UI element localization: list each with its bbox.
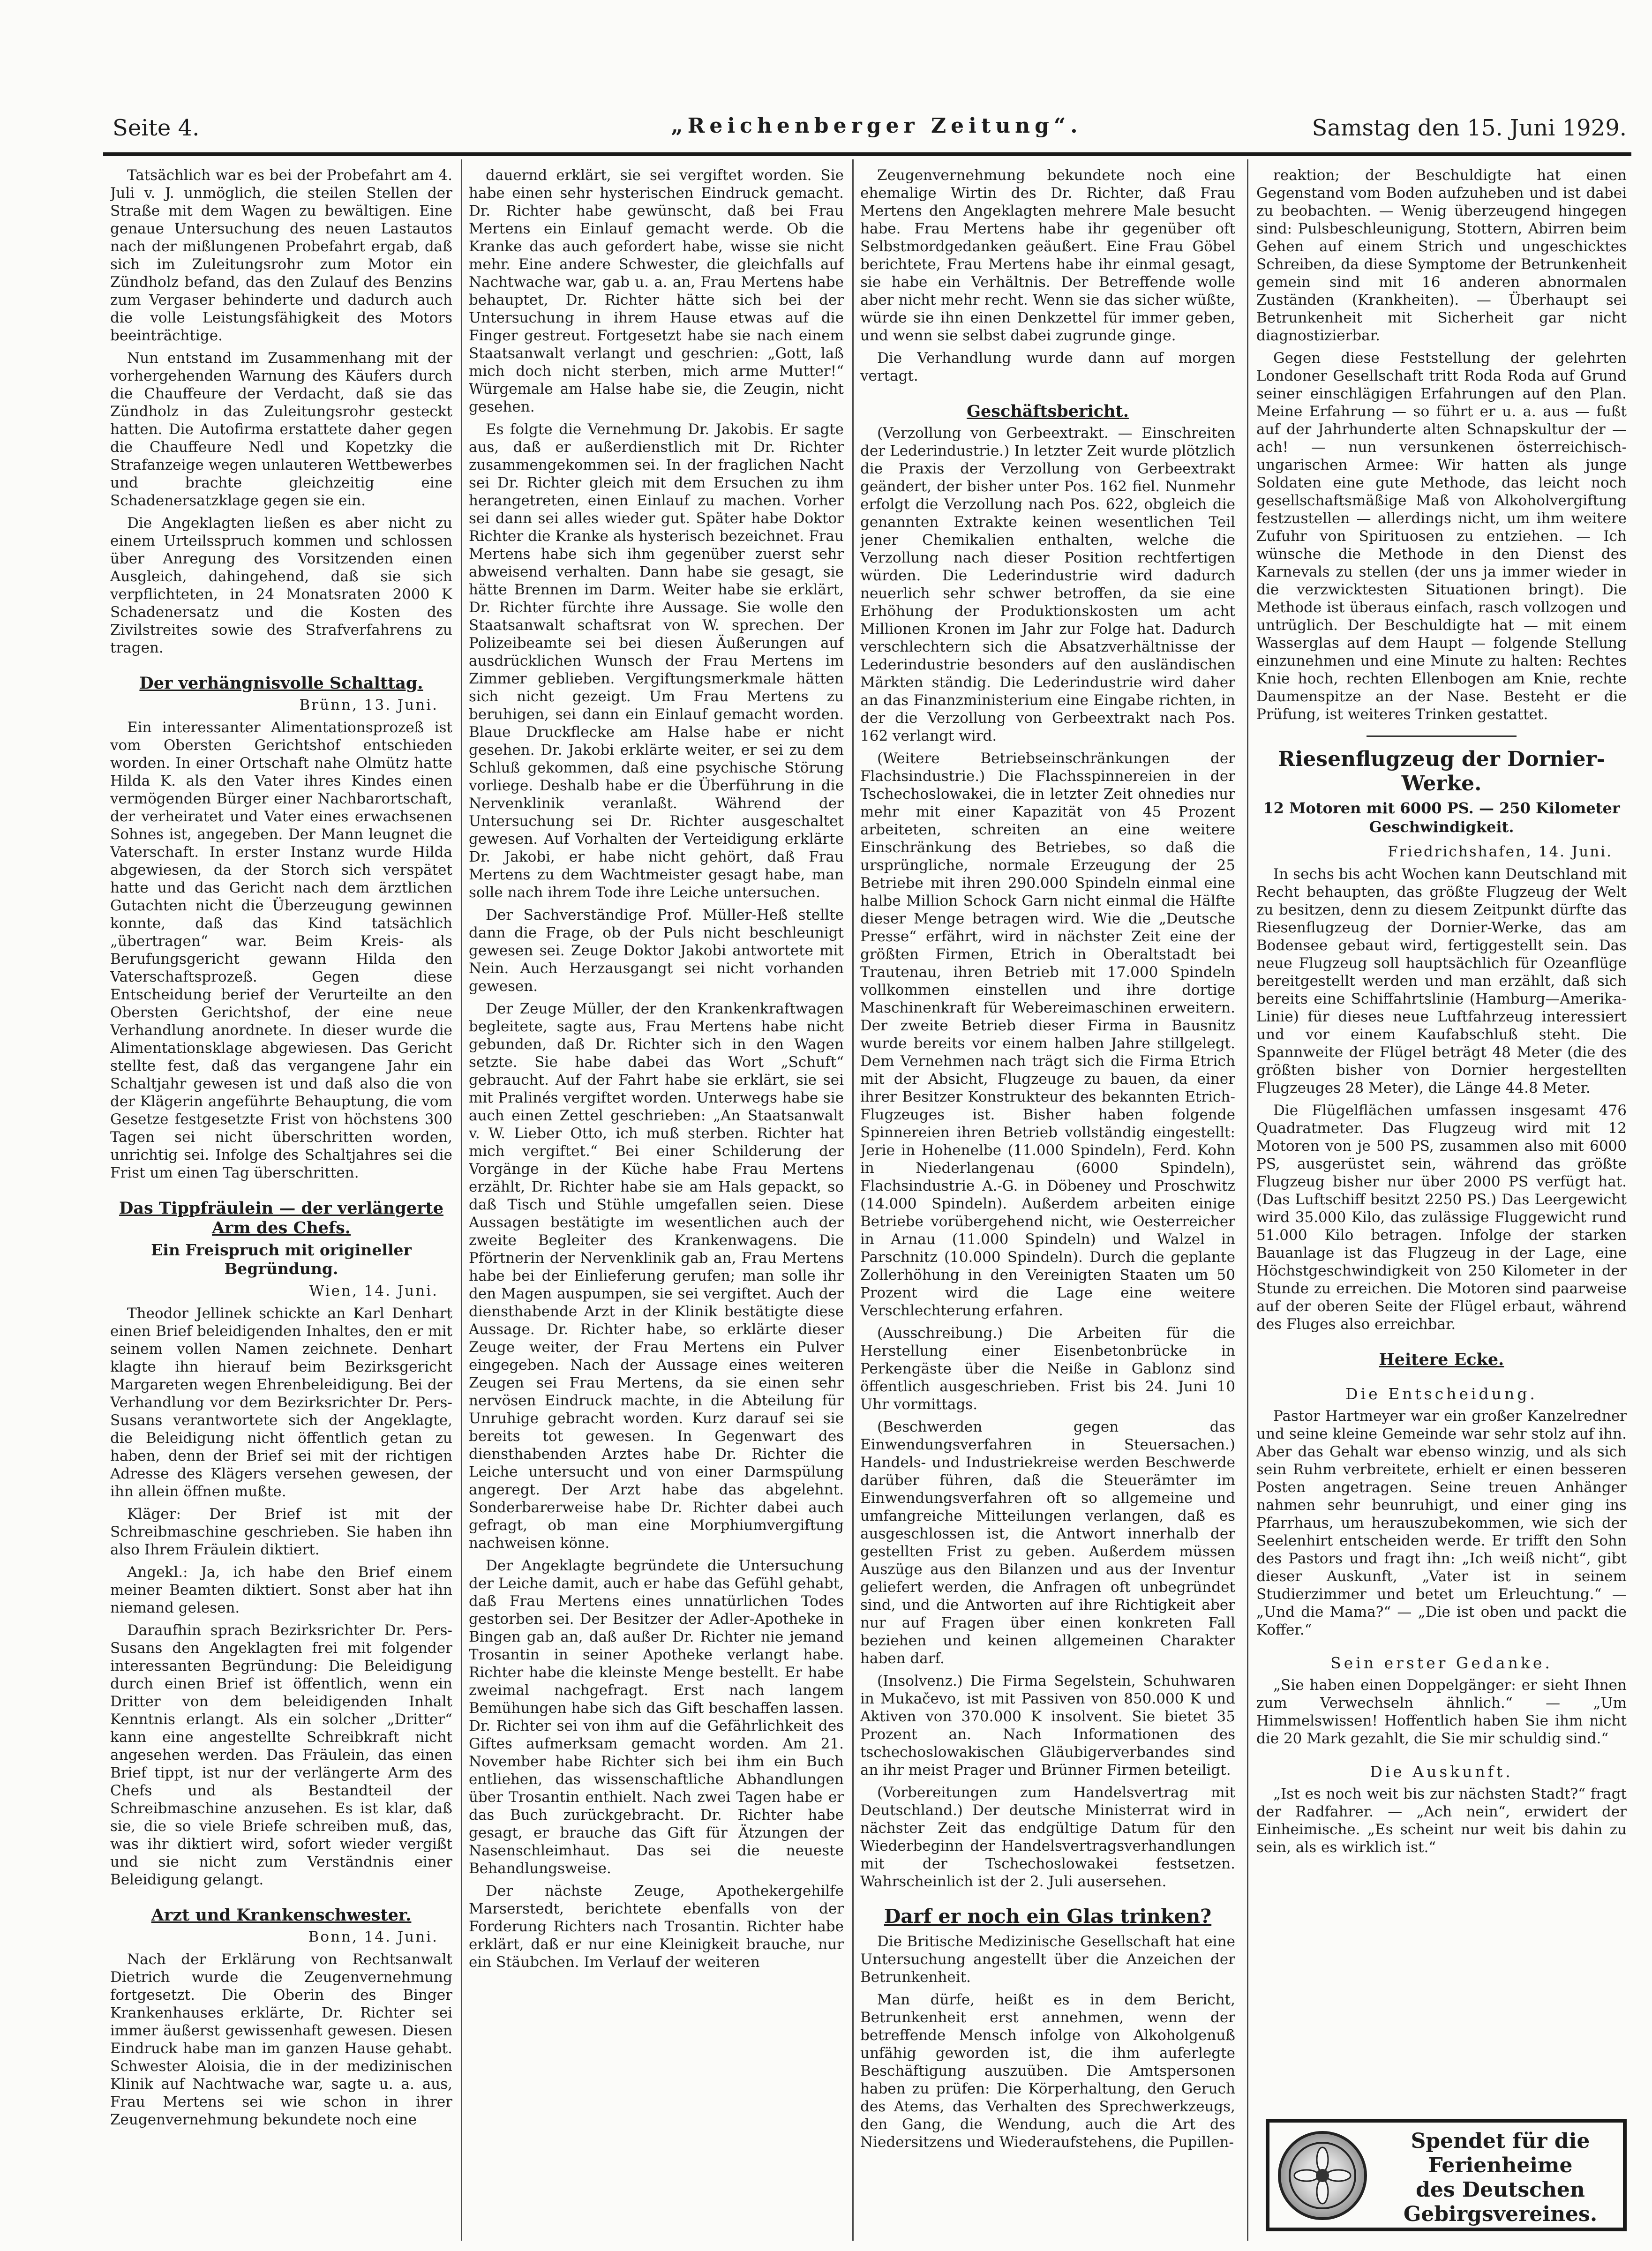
article-paragraph: Die Verhandlung wurde dann auf morgen vertagt. bbox=[860, 350, 1235, 384]
article-paragraph: Man dürfe, heißt es in dem Bericht, Betrunkenheit erst annehmen, wenn der betreffende Mensch infolge von Alkoholgenuß unfähig geworden ist, die ihm auferlegte Beschäftigung auszuüben. Die Amtspersonen haben zu prüfen: Die Körperhaltung, den Geruch des Atems, das Verhalten des Sprechwerkzeugs, den Gang, die Wendung, auch die Art des Niedersitzens und Wiederaufstehens, die Pupillen- bbox=[860, 1991, 1235, 2151]
ad-line: Gebirgsvereines. bbox=[1403, 2202, 1598, 2226]
article-paragraph: Der Zeuge Müller, der den Krankenkraftwagen begleitete, sagte aus, Frau Mertens habe nicht gebunden, daß Dr. Richter sich in den Wagen setzte. Sie habe dabei das Wort „Schuft“ gebraucht. Auf der Fahrt habe sie erklärt, sie sei mit Pralinés vergiftet worden. Unterwegs habe sie auch einen Zettel geschrieben: „An Staatsanwalt v. W. Lieber Otto, ich muß sterben. Richter hat mich vergiftet.“ Bei einer Schilderung der Vorgänge in der Küche habe Frau Mertens erzählt, Dr. Richter habe sie am Hals gepackt, so daß Tisch und Stühle umgefallen seien. Diese Aussagen bestätigte im wesentlichen auch der zweite Begleiter des Krankenwagens. Die Pförtnerin der Nervenklinik gab an, Frau Mertens habe bei der Einlieferung gerufen; man solle ihr den Magen auspumpen, sie sei vergiftet. Auch der diensthabende Arzt in der Klinik bestätigte diese Aussage. Dr. Richter habe, so erklärte dieser Zeuge weiter, der Frau Mertens ein Pulver eingegeben. Nach der Aussage eines weiteren Zeugen sei Frau Mertens, da sie einen sehr nervösen Eindruck machte, in die Abteilung für Unruhige gebracht worden. Kurz darauf sei sie bereits tot gewesen. In Gegenwart des diensthabenden Arztes habe Dr. Richter die Leiche untersucht und von einer Darmspülung angeregt. Der Arzt habe das abgelehnt. Sonderbarerweise habe Dr. Richter dabei auch gefragt, ob man eine Morphiumvergiftung nachweisen könne. bbox=[469, 1000, 844, 1552]
article-paragraph: reaktion; der Beschuldigte hat einen Gegenstand vom Boden aufzuheben und ist dabei zu beobachten. — Wenig überzeugend hingegen sind: Pulsbeschleunigung, Stottern, Abirren beim Gehen auf einem Strich und ungeschicktes Schreiben, da diese Symptome der Betrunkenheit gemein sind mit 16 anderen abnormalen Zuständen (Krankheiten). — Überhaupt sei Betrunkenheit mit Sicherheit gar nicht diagnostizierbar. bbox=[1256, 167, 1627, 344]
article-paragraph: In sechs bis acht Wochen kann Deutschland mit Recht behaupten, das größte Flugzeug der Welt zu besitzen, denn zu diesem Zeitpunkt dürfte das Riesenflugzeug der Dornier-Werke, das am Bodensee gebaut wird, fertiggestellt sein. Das neue Flugzeug soll hauptsächlich für Ozeanflüge bereitgestellt werden und man erzählt, daß sich bereits eine Schiffahrtslinie (Hamburg—Amerika-Linie) für dieses neue Luftfahrzeug interessiert und vor einem Kaufabschluß steht. Die Spannweite der Flügel beträgt 48 Meter (die des größten bisher von Dornier hergestellten Flugzeuges 28 Meter), die Länge 44.8 Meter. bbox=[1256, 866, 1627, 1096]
article-paragraph: „Ist es noch weit bis zur nächsten Stadt?“ fragt der Radfahrer. — „Ach nein“, erwidert der Einheimische. „Es scheint nur weit bis dahin zu sein, als es wirklich ist.“ bbox=[1256, 1786, 1627, 1856]
article-paragraph: Es folgte die Vernehmung Dr. Jakobis. Er sagte aus, daß er außerdienstlich mit Dr. Richter zusammengekommen sei. In der fraglichen Nacht sei Dr. Richter gleich mit dem Ersuchen zu ihm herangetreten, einen Einlauf zu machen. Vorher sei dann sei alles wieder gut. Später habe Doktor Richter die Kranke als hysterisch bezeichnet. Frau Mertens habe sich ihm gegenüber zuerst sehr abweisend verhalten. Dann habe sie gesagt, sie hätte Brennen im Darm. Weiter habe sie erklärt, Dr. Richter fürchte ihre Aussage. Sie wolle den Staatsanwalt schaftsrat von W. sprechen. Der Polizeibeamte sei bei diesen Äußerungen auf ausdrücklichen Wunsch der Frau Mertens im Zimmer geblieben. Vergiftungsmerkmale hätten sich nicht gezeigt. Um Frau Mertens zu beruhigen, sei dann ein Einlauf gemacht worden. Blaue Druckflecke am Halse habe er nicht gesehen. Dr. Jakobi erklärte weiter, er sei zu dem Schluß gekommen, daß eine psychische Störung vorliege. Deshalb habe er die Überführung in die Nervenklinik veranlaßt. Während der Untersuchung sei Dr. Richter ausgeschaltet gewesen. Auf Vorhalten der Verteidigung erklärte Dr. Jakobi, er habe nicht gehört, daß Frau Mertens zu dem Wachtmeister gesagt habe, man solle nach ihrem Tode ihre Leiche untersuchen. bbox=[469, 421, 844, 901]
article-paragraph: Gegen diese Feststellung der gelehrten Londoner Gesellschaft tritt Roda Roda auf Grund seiner einschlägigen Erfahrungen auf den Plan. Meine Erfahrung — so führt er u. a. aus — fußt auf der Jahrhunderte alten Schnapskultur der — ach! — nun versunkenen österreichisch-ungarischen Armee: Wir hatten als junge Soldaten eine gute Methode, das leicht noch gesellschaftsmäßige Maß von Alkoholvergiftung festzustellen — allerdings nicht, um ihm weitere Zufuhr von Spirituosen zu entziehen. — Ich wünsche die Methode in den Dienst des Karnevals zu stellen (der uns ja immer wieder in die verzwicktesten Situationen bringt). Die Methode ist überaus einfach, rasch vollzogen und untrüglich. Der Beschuldigte hat — mit einem Wasserglas auf dem Haupt — folgende Stellung einzunehmen und eine Minute zu halten: Rechtes Knie hoch, rechten Ellenbogen am Knie, rechte Daumenspitze an der Nase. Besteht er die Prüfung, ist weiteres Trinken gestattet. bbox=[1256, 350, 1627, 723]
article-paragraph: Pastor Hartmeyer war ein großer Kanzelredner und seine kleine Gemeinde war sehr stolz auf ihn. Aber das Gehalt war ebenso winzig, und als sich sein Ruhm verbreitete, erhielt er einen besseren Posten angetragen. Seine treuen Anhänger nahmen sehr beunruhigt, und einer ging ins Pfarrhaus, um herauszubekommen, wie sich der Seelenhirt entscheiden werde. Er trifft den Sohn des Pastors und fragt ihn: „Ich weiß nicht“, gibt dieser Auskunft, „Vater ist in seinem Studierzimmer und betet um Erleuchtung.“ — „Und die Mama?“ — „Die ist oben und packt die Koffer.“ bbox=[1256, 1408, 1627, 1638]
edelweiss-emblem-icon bbox=[1278, 2131, 1367, 2220]
anecdote-title: Die Auskunft. bbox=[1370, 1763, 1513, 1781]
subheadline: Ein Freispruch mit origineller Begründung. bbox=[151, 1241, 412, 1278]
newspaper-title: „Reichenberger Zeitung“. bbox=[671, 114, 1082, 138]
headline-arzt: Arzt und Krankenschwester. bbox=[151, 1906, 412, 1925]
article-paragraph: „Sie haben einen Doppelgänger: er sieht Ihnen zum Verwechseln ähnlich.“ — „Um Himmelswissen! Hoffentlich haben Sie ihm nicht die 20 Mark gezahlt, die Sie mir schuldig sind.“ bbox=[1256, 1677, 1627, 1747]
article-paragraph: Die Britische Medizinische Gesellschaft hat eine Untersuchung angestellt über die Anzeichen der Betrunkenheit. bbox=[860, 1933, 1235, 1986]
headline-glas: Darf er noch ein Glas trinken? bbox=[884, 1905, 1212, 1928]
subheadline: 12 Motoren mit 6000 PS. — 250 Kilometer Geschwindigkeit. bbox=[1263, 799, 1620, 836]
article-paragraph: Der nächste Zeuge, Apothekergehilfe Marserstedt, berichtete ebenfalls von der Forderung Richters nach Trosantin. Richter habe erklärt, daß er nur eine Kleinigkeit brauche, nur ein Stäubchen. Im Verlauf der weiteren bbox=[469, 1883, 844, 1971]
column-divider bbox=[1247, 159, 1248, 2241]
section-rule bbox=[1367, 735, 1517, 737]
article-paragraph: Ein interessanter Alimentationsprozeß ist vom Obersten Gerichtshof entschieden worden. In einer Ortschaft nahe Olmütz hatte Hilda K. als den Vater ihres Kindes einen vermögenden Bürger einer Nachbarortschaft, der verheiratet und Vater eines erwachsenen Sohnes ist, angegeben. Der Mann leugnet die Vaterschaft. In erster Instanz wurde Hilda abgewiesen, da der Storch sich verspätet hatte und das Gericht nach dem ärztlichen Gutachten nicht die Überzeugung gewinnen konnte, daß das Kind tatsächlich „übertragen“ war. Beim Kreis- als Berufungsgericht gewann Hilda den Vaterschaftsprozeß. Gegen diese Entscheidung berief der Verurteilte an den Obersten Gerichtshof, der eine neue Verhandlung anordnete. In dieser wurde die Alimentationsklage abgewiesen. Das Gericht stellte fest, daß das vergangene Jahr ein Schaltjahr gewesen ist und daß also die von der Klägerin angeführte Behauptung, die vom Gesetze festgesetzte Frist von höchstens 300 Tagen sei nicht überschritten worden, unrichtig sei. Infolge des Schaltjahres sei die Frist um einen Tag überschritten. bbox=[110, 719, 452, 1181]
header-rule bbox=[103, 152, 1631, 156]
dateline: Bonn, 14. Juni. bbox=[308, 1928, 438, 1945]
article-paragraph: Die Flügelflächen umfassen insgesamt 476 Quadratmeter. Das Flugzeug wird mit 12 Motoren von je 500 PS, zusammen also mit 6000 PS, ausgerüstet sein, während das größte Flugzeug bisher nur über 2000 PS verfügt hat. (Das Luftschiff besitzt 2250 PS.) Das Leergewicht wird 35.000 Kilo, das zulässige Fluggewicht rund 51.000 Kilo betragen. Infolge der starken Bauanlage ist das Flugzeug in der Lage, eine Höchstgeschwindigkeit von 250 Kilometer in der Stunde zu erreichen. Die Motoren sind paarweise auf der oberen Seite der Flügel erbaut, während des Fluges also erreichbar. bbox=[1256, 1102, 1627, 1333]
ad-line: Ferienheime bbox=[1428, 2153, 1573, 2177]
headline-riesenflugzeug: Riesenflugzeug der Dornier-Werke. bbox=[1278, 747, 1605, 795]
article-paragraph: Theodor Jellinek schickte an Karl Denhart einen Brief beleidigenden Inhaltes, den er mit seinem vollen Namen zeichnete. Denhart klagte ihn hierauf beim Bezirksgericht Margareten wegen Ehrenbeleidigung. Bei der Verhandlung vor dem Bezirksrichter Dr. Pers-Susans verantwortete sich der Angeklagte, die Beleidigung nicht öffentlich getan zu haben, denn der Brief sei mit der richtigen Adresse des Klägers versehen gewesen, der ihn allein öffnen mußte. bbox=[110, 1305, 452, 1500]
article-paragraph: Der Angeklagte begründete die Untersuchung der Leiche damit, auch er habe das Gefühl gehabt, daß Frau Mertens eines unnatürlichen Todes gestorben sei. Der Besitzer der Adler-Apotheke in Bingen gab an, daß außer Dr. Richter nie jemand Trosantin in seiner Apotheke verlangt habe. Richter habe die kleinste Menge bestellt. Er habe zweimal nachgefragt. Erst nach langem Bemühungen habe sich das Gift beschaffen lassen. Dr. Richter sei von ihm auf die Gefährlichkeit des Giftes aufmerksam gemacht worden. Am 21. November habe Richter sich bei ihm ein Buch entliehen, das wissenschaftliche Abhandlungen über Trosantin enthielt. Nach zwei Tagen habe er das Buch zurückgebracht. Dr. Richter habe gesagt, er brauche das Gift für Ätzungen der Nasenschleimhaut. Das sei die neueste Behandlungsweise. bbox=[469, 1557, 844, 1877]
column-2 bbox=[469, 166, 844, 2238]
article-paragraph: (Insolvenz.) Die Firma Segelstein, Schuhwaren in Mukačevo, ist mit Passiven von 850.000 K und Aktiven von 370.000 K insolvent. Sie bietet 35 Prozent an. Nach Informationen des tschechoslowakischen Gläubigerverbandes sind an ihr meist Prager und Brünner Firmen beteiligt. bbox=[860, 1673, 1235, 1778]
ad-line: Spendet für die bbox=[1411, 2129, 1590, 2153]
column-divider bbox=[852, 159, 854, 2241]
ad-line: des Deutschen bbox=[1416, 2178, 1585, 2202]
article-paragraph: Kläger: Der Brief ist mit der Schreibmaschine geschrieben. Sie haben ihn also Ihrem Fräulein diktiert. bbox=[110, 1506, 452, 1558]
article-paragraph: Angekl.: Ja, ich habe den Brief einem meiner Beamten diktiert. Sonst aber hat ihn niemand gelesen. bbox=[110, 1564, 452, 1616]
column-4 bbox=[1256, 166, 1627, 2238]
page-number: Seite 4. bbox=[113, 115, 200, 141]
article-paragraph: (Verzollung von Gerbeextrakt. — Einschreiten der Lederindustrie.) In letzter Zeit wurde plötzlich die Praxis der Verzollung von Gerbeextrakt geändert, der bisher unter Pos. 162 fiel. Nunmehr erfolgt die Verzollung nach Pos. 622, obgleich die genannten Extrakte keinen wesentlichen Teil jener Chemikalien enthalten, welche die Verzollung nach dieser Position rechtfertigen würden. Die Lederindustrie wird dadurch neuerlich sehr schwer betroffen, da sie eine Erhöhung der Produktionskosten um acht Millionen Kronen im Jahr zur Folge hat. Dadurch verschlechtern sich die Absatzverhältnisse der Lederindustrie besonders auf den ausländischen Märkten ständig. Die Lederindustrie wird daher an das Finanzministerium eine Eingabe richten, in der die Verzollung von Gerbeextrakt nach Pos. 162 verlangt wird. bbox=[860, 425, 1235, 744]
article-paragraph: (Weitere Betriebseinschränkungen der Flachsindustrie.) Die Flachsspinnereien in der Tschechoslowakei, die in letzter Zeit ohnedies nur mehr mit einer Kapazität von 45 Prozent arbeiteten, schreiten an eine weitere Einschränkung des Betriebes, so daß die ursprüngliche, normale Erzeugung der 25 Betriebe mit ihren 290.000 Spindeln einmal eine halbe Million Schock Garn nicht einmal die Hälfte dieser Menge betragen wird. Wie die „Deutsche Presse“ erfährt, wird in nächster Zeit eine der größten Firmen, Etrich in Oberaltstadt bei Trautenau, ihren Betrieb mit 17.000 Spindeln vollkommen einstellen und ihre dortige Maschinenkraft für Webereimaschinen erweitern. Der zweite Betrieb dieser Firma in Bausnitz wurde bereits vor einem halben Jahre stillgelegt. Dem Vernehmen nach trägt sich die Firma Etrich mit der Absicht, Flugzeuge zu bauen, da einer ihrer Besitzer Konstrukteur des bekannten Etrich-Flugzeuges ist. Bisher haben folgende Spinnereien ihren Betrieb vollständig eingestellt: Jerie in Hohenelbe (11.000 Spindeln), Ferd. Kohn in Niederlangenau (6000 Spindeln), Flachsindustrie A.-G. in Döbeney und Proschwitz (14.000 Spindeln). Außerdem arbeiten einige Betriebe vorübergehend nicht, wie Oesterreicher in Arnau (11.000 Spindeln) und Walzel in Parschnitz (10.000 Spindeln). Durch die geplante Zollerhöhung in den Vereinigten Staaten um 50 Prozent wird die Lage eine weitere Verschlechterung erfahren. bbox=[860, 750, 1235, 1319]
column-divider bbox=[461, 159, 462, 2241]
donation-advertisement bbox=[1266, 2119, 1627, 2231]
article-paragraph: dauernd erklärt, sie sei vergiftet worden. Sie habe einen sehr hysterischen Eindruck gemacht. Dr. Richter habe gewünscht, daß bei Frau Mertens ein Einlauf gemacht werde. Ob die Kranke das auch gefordert habe, wisse sie nicht mehr. Eine andere Schwester, die gleichfalls auf Nachtwache war, gab u. a. an, Frau Mertens habe behauptet, Dr. Richter hätte sich bei der Untersuchung in ihrem Hause etwas auf die Finger gestreut. Fortgesetzt habe sie nach einem Staatsanwalt verlangt und geschrien: „Gott, laß mich doch nicht sterben, mich arme Mutter!“ Würgemale am Halse habe sie, die Zeugin, nicht gesehen. bbox=[469, 167, 844, 415]
headline-schalttag: Der verhängnisvolle Schalttag. bbox=[139, 674, 423, 693]
dateline: Wien, 14. Juni. bbox=[309, 1283, 438, 1299]
article-paragraph: (Beschwerden gegen das Einwendungsverfahren in Steuersachen.) Handels- und Industriekreise werden Beschwerde darüber führen, daß die Steuerämter im Einwendungsverfahren oft so allgemeine und umfangreiche Mitteilungen verlangen, daß es ausgeschlossen ist, die Antwort innerhalb der gestellten Frist zu geben. Außerdem müssen Auszüge aus den Bilanzen und aus der Inventur geliefert werden, die Anfragen oft unbegründet sind, und die Antworten auf ihre Richtigkeit aber nur auf Fragen über einen konkreten Fall beziehen und keinen allgemeinen Charakter haben darf. bbox=[860, 1418, 1235, 1667]
article-paragraph: Die Angeklagten ließen es aber nicht zu einem Urteilsspruch kommen und schlossen über Anregung des Vorsitzenden einen Ausgleich, dahingehend, daß sie sich verpflichteten, in 24 Monatsraten 2000 K Schadenersatz und die Kosten des Zivilstreites sowie des Strafverfahrens zu tragen. bbox=[110, 515, 452, 656]
dateline: Brünn, 13. Juni. bbox=[299, 697, 438, 713]
headline-heitere-ecke: Heitere Ecke. bbox=[1379, 1350, 1504, 1369]
article-paragraph: Nun entstand im Zusammenhang mit der vorhergehenden Warnung des Käufers durch die Chauffeure der Verdacht, daß sie das Zündholz in das Zuleitungsrohr gesteckt hatten. Die Autofirma erstattete daher gegen die Chauffeure Nedl und Kopetzky die Strafanzeige wegen unlauteren Wettbewerbes und brachte gleichzeitig eine Schadenersatzklage gegen sie ein. bbox=[110, 350, 452, 509]
article-paragraph: Daraufhin sprach Bezirksrichter Dr. Pers-Susans den Angeklagten frei mit folgender interessanten Begründung: Die Beleidigung durch einen Brief ist öffentlich, wenn ein Dritter von dem beleidigenden Inhalt Kenntnis erlangt. Als ein solcher „Dritter“ kann eine angestellte Schreibkraft nicht angesehen werden. Das Fräulein, das einen Brief tippt, ist nur der verlängerte Arm des Chefs und als Bestandteil der Schreibmaschine anzusehen. Es ist klar, daß sie, die so viele Briefe schreiben muß, das, was ihr diktiert wird, sofort wieder vergißt und sie nicht zum Verständnis einer Beleidigung gelangt. bbox=[110, 1622, 452, 1888]
page-header bbox=[113, 105, 1627, 150]
headline-geschaeftsbericht: Geschäftsbericht. bbox=[967, 402, 1129, 421]
article-paragraph: Der Sachverständige Prof. Müller-Heß stellte dann die Frage, ob der Puls nicht beschleunigt gewesen sei. Zeuge Doktor Jakobi antwortete mit Nein. Auch Herzausgangt sei nicht vorhanden gewesen. bbox=[469, 907, 844, 995]
article-paragraph: Tatsächlich war es bei der Probefahrt am 4. Juli v. J. unmöglich, die steilen Stellen der Straße mit dem Wagen zu bewältigen. Eine genaue Untersuchung des neuen Lastautos nach der mißlungenen Probefahrt ergab, daß sich im Zuleitungsrohr zum Motor ein Zündholz befand, das den Zulauf des Benzins zum Vergaser behinderte und dadurch auch die volle Leistungsfähigkeit des Motors beeinträchtige. bbox=[110, 167, 452, 344]
dateline: Friedrichshafen, 14. Juni. bbox=[1388, 843, 1613, 860]
article-paragraph: (Ausschreibung.) Die Arbeiten für die Herstellung einer Eisenbetonbrücke in Perkengäste über die Neiße in Gablonz sind öffentlich ausgeschrieben. Frist bis 24. Juni 10 Uhr vormittags. bbox=[860, 1325, 1235, 1413]
headline-tippfraeulein: Das Tippfräulein — der verlängerte Arm des Chefs. bbox=[119, 1199, 443, 1238]
anecdote-title: Die Entscheidung. bbox=[1345, 1385, 1538, 1403]
article-paragraph: (Vorbereitungen zum Handelsvertrag mit Deutschland.) Der deutsche Ministerrat wird in nächster Zeit das endgültige Datum für den Wiederbeginn der Handelsvertragsverhandlungen mit der Tschechoslowakei festsetzen. Wahrscheinlich ist der 2. Juli ausersehen. bbox=[860, 1784, 1235, 1890]
anecdote-title: Sein erster Gedanke. bbox=[1330, 1654, 1553, 1672]
article-paragraph: Nach der Erklärung von Rechtsanwalt Dietrich wurde die Zeugenvernehmung fortgesetzt. Die Oberin des Binger Krankenhauses erklärte, Dr. Richter sei immer äußerst gewissenhaft gewesen. Diesen Eindruck habe man im ganzen Hause gehabt. Schwester Aloisia, die in der medizinischen Klinik auf Nachtwache war, sagte u. a. aus, Frau Mertens sei wie schon in ihrer Zeugenvernehmung bekundete noch eine bbox=[110, 1951, 452, 2128]
column-1 bbox=[110, 166, 452, 2238]
issue-date: Samstag den 15. Juni 1929. bbox=[1312, 115, 1627, 141]
advertisement-text bbox=[1377, 2129, 1623, 2227]
column-3 bbox=[860, 166, 1235, 2238]
article-paragraph: Zeugenvernehmung bekundete noch eine ehemalige Wirtin des Dr. Richter, daß Frau Mertens den Angeklagten mehrere Male besucht habe. Frau Mertens habe ihr gegenüber oft Selbstmordgedanken geäußert. Eine Frau Göbel berichtete, Frau Mertens habe ihr einmal gesagt, sie habe ein Verhältnis. Der Betreffende wolle aber nicht mehr recht. Wenn sie das sicher wüßte, würde sie ihn einen Denkzettel für immer geben, und wenn sie selbst dabei zugrunde ginge. bbox=[860, 167, 1235, 344]
